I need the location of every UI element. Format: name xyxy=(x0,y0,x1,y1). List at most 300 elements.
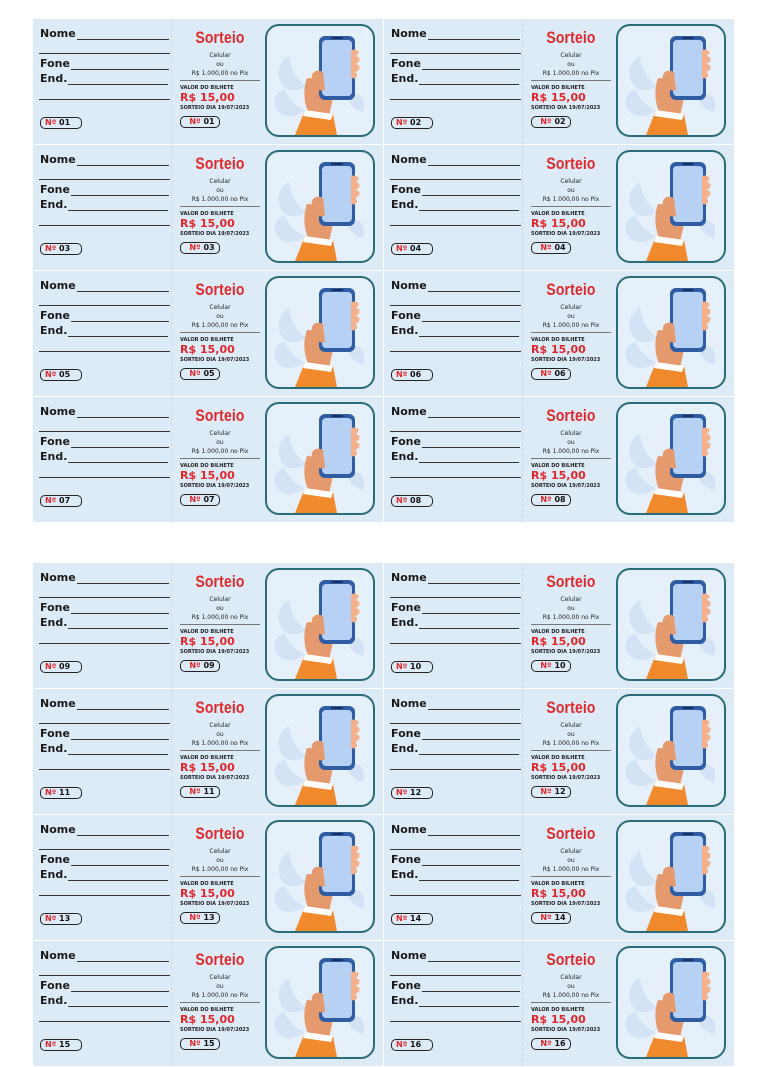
prize-line: Celular xyxy=(209,52,231,59)
value-label: VALOR DO BILHETE xyxy=(180,755,234,761)
name-field: Nome xyxy=(40,823,169,836)
value-label: VALOR DO BILHETE xyxy=(531,463,585,469)
stub-number-badge: Nº 01 xyxy=(40,117,82,129)
prize-line: R$ 1.000,00 no Pix xyxy=(542,448,600,455)
address-line xyxy=(390,895,521,896)
stub-number-badge: Nº 06 xyxy=(391,369,433,381)
stub-number-badge: Nº 09 xyxy=(40,661,82,673)
raffle-ticket xyxy=(384,145,735,271)
prize-line: Celular xyxy=(560,430,582,437)
stub-number-badge: Nº 07 xyxy=(40,495,82,507)
stub-number-badge: Nº 05 xyxy=(40,369,82,381)
ticket-price: R$ 15,00 xyxy=(531,469,586,482)
draw-date: SORTEIO DIA 19/07/2023 xyxy=(531,901,601,907)
ticket-title: Sorteio xyxy=(546,824,596,843)
prize-line: R$ 1.000,00 no Pix xyxy=(542,614,600,621)
prize-line: R$ 1.000,00 no Pix xyxy=(191,866,249,873)
ticket-number: 02 xyxy=(554,117,566,126)
main-number-badge: Nº 08 xyxy=(531,494,571,506)
phone-field: Fone xyxy=(40,979,169,992)
stub-number-badge: Nº 13 xyxy=(40,913,82,925)
address-field: End. xyxy=(40,72,168,85)
ticket-title: Sorteio xyxy=(546,406,596,425)
ticket-number: 01 xyxy=(203,117,215,126)
stub-number-badge: Nº 11 xyxy=(40,787,82,799)
ticket-number: 14 xyxy=(410,914,422,923)
phone-field: Fone xyxy=(391,853,520,866)
prize-line: Celular xyxy=(209,430,231,437)
name-field: Nome xyxy=(40,697,169,710)
name-line xyxy=(390,975,521,976)
prize-line: Celular xyxy=(560,52,582,59)
divider xyxy=(180,624,260,625)
divider xyxy=(180,458,260,459)
name-line xyxy=(39,597,170,598)
name-line xyxy=(39,431,170,432)
ticket-main xyxy=(180,689,262,814)
ticket-title: Sorteio xyxy=(546,154,596,173)
ticket-main xyxy=(180,941,262,1066)
main-number-badge: Nº 01 xyxy=(180,116,220,128)
prize-line: R$ 1.000,00 no Pix xyxy=(542,196,600,203)
raffle-ticket xyxy=(33,563,384,689)
prize-line: ou xyxy=(567,313,575,320)
ticket-price: R$ 15,00 xyxy=(531,761,586,774)
draw-date: SORTEIO DIA 19/07/2023 xyxy=(531,105,601,111)
ticket-title: Sorteio xyxy=(546,572,596,591)
ticket-main xyxy=(180,563,262,688)
name-line xyxy=(390,431,521,432)
draw-date: SORTEIO DIA 19/07/2023 xyxy=(180,483,250,489)
stub-number-badge: Nº 14 xyxy=(391,913,433,925)
phone-field: Fone xyxy=(40,57,169,70)
prize-line: Celular xyxy=(560,722,582,729)
value-label: VALOR DO BILHETE xyxy=(531,629,585,635)
value-label: VALOR DO BILHETE xyxy=(180,1007,234,1013)
prize-line: Celular xyxy=(209,596,231,603)
prize-line: R$ 1.000,00 no Pix xyxy=(542,866,600,873)
address-line xyxy=(39,225,170,226)
ticket-title: Sorteio xyxy=(195,950,245,969)
address-field: End. xyxy=(40,198,168,211)
address-field: End. xyxy=(391,616,519,629)
raffle-ticket xyxy=(33,397,384,523)
draw-date: SORTEIO DIA 19/07/2023 xyxy=(531,483,601,489)
phone-field: Fone xyxy=(391,435,520,448)
raffle-ticket xyxy=(33,271,384,397)
phone-field: Fone xyxy=(391,57,520,70)
ticket-stub xyxy=(33,563,172,688)
value-label: VALOR DO BILHETE xyxy=(180,463,234,469)
ticket-number: 14 xyxy=(554,913,566,922)
ticket-price: R$ 15,00 xyxy=(180,635,235,648)
ticket-number: 03 xyxy=(59,244,71,253)
name-field: Nome xyxy=(40,153,169,166)
prize-line: ou xyxy=(567,61,575,68)
name-field: Nome xyxy=(391,405,520,418)
raffle-ticket xyxy=(384,19,735,145)
raffle-ticket xyxy=(33,689,384,815)
address-field: End. xyxy=(391,324,519,337)
main-number-badge: Nº 04 xyxy=(531,242,571,254)
main-number-badge: Nº 14 xyxy=(531,912,571,924)
ticket-number: 01 xyxy=(59,118,71,127)
draw-date: SORTEIO DIA 19/07/2023 xyxy=(531,775,601,781)
ticket-main xyxy=(531,19,613,144)
prize-line: Celular xyxy=(209,178,231,185)
prize-line: ou xyxy=(567,983,575,990)
ticket-stub xyxy=(33,271,172,396)
name-field: Nome xyxy=(391,571,520,584)
hand-holding-phone-icon xyxy=(616,24,726,137)
divider xyxy=(180,332,260,333)
ticket-number: 09 xyxy=(59,662,71,671)
ticket-title: Sorteio xyxy=(195,824,245,843)
ticket-main xyxy=(531,689,613,814)
value-label: VALOR DO BILHETE xyxy=(531,881,585,887)
ticket-title: Sorteio xyxy=(546,950,596,969)
value-label: VALOR DO BILHETE xyxy=(531,1007,585,1013)
prize-line: ou xyxy=(216,857,224,864)
ticket-stub xyxy=(33,145,172,270)
hand-holding-phone-icon xyxy=(265,568,375,681)
prize-line: Celular xyxy=(209,974,231,981)
ticket-number: 11 xyxy=(59,788,71,797)
prize-line: ou xyxy=(216,605,224,612)
ticket-stub xyxy=(384,145,523,270)
address-line xyxy=(39,769,170,770)
main-number-badge: Nº 07 xyxy=(180,494,220,506)
draw-date: SORTEIO DIA 19/07/2023 xyxy=(531,649,601,655)
value-label: VALOR DO BILHETE xyxy=(531,211,585,217)
prize-line: ou xyxy=(567,187,575,194)
prize-line: Celular xyxy=(209,722,231,729)
ticket-price: R$ 15,00 xyxy=(180,1013,235,1026)
address-field: End. xyxy=(40,450,168,463)
ticket-price: R$ 15,00 xyxy=(531,343,586,356)
address-field: End. xyxy=(391,868,519,881)
stub-number-badge: Nº 04 xyxy=(391,243,433,255)
raffle-ticket xyxy=(384,815,735,941)
prize-line: ou xyxy=(216,313,224,320)
name-field: Nome xyxy=(391,949,520,962)
name-line xyxy=(39,849,170,850)
address-line xyxy=(390,769,521,770)
raffle-ticket xyxy=(33,145,384,271)
address-field: End. xyxy=(391,450,519,463)
ticket-stub xyxy=(384,815,523,940)
phone-field: Fone xyxy=(40,727,169,740)
main-number-badge: Nº 05 xyxy=(180,368,220,380)
main-number-badge: Nº 06 xyxy=(531,368,571,380)
raffle-ticket xyxy=(33,941,384,1067)
name-field: Nome xyxy=(40,27,169,40)
hand-holding-phone-icon xyxy=(265,402,375,515)
prize-line: Celular xyxy=(560,848,582,855)
prize-line: Celular xyxy=(209,848,231,855)
value-label: VALOR DO BILHETE xyxy=(180,211,234,217)
value-label: VALOR DO BILHETE xyxy=(180,337,234,343)
main-number-badge: Nº 10 xyxy=(531,660,571,672)
raffle-ticket xyxy=(384,563,735,689)
ticket-title: Sorteio xyxy=(195,280,245,299)
prize-line: Celular xyxy=(560,596,582,603)
ticket-main xyxy=(531,941,613,1066)
prize-line: ou xyxy=(216,983,224,990)
name-field: Nome xyxy=(40,571,169,584)
ticket-main xyxy=(180,397,262,522)
hand-holding-phone-icon xyxy=(616,820,726,933)
hand-holding-phone-icon xyxy=(616,402,726,515)
ticket-main xyxy=(180,145,262,270)
address-line xyxy=(39,1021,170,1022)
ticket-stub xyxy=(384,941,523,1066)
ticket-stub xyxy=(384,563,523,688)
prize-line: ou xyxy=(567,857,575,864)
divider xyxy=(180,206,260,207)
phone-field: Fone xyxy=(391,183,520,196)
hand-holding-phone-icon xyxy=(616,568,726,681)
ticket-number: 15 xyxy=(203,1039,215,1048)
draw-date: SORTEIO DIA 19/07/2023 xyxy=(531,357,601,363)
address-line xyxy=(39,477,170,478)
prize-line: Celular xyxy=(560,304,582,311)
ticket-stub xyxy=(33,815,172,940)
phone-field: Fone xyxy=(40,309,169,322)
phone-field: Fone xyxy=(391,979,520,992)
ticket-main xyxy=(531,271,613,396)
stub-number-badge: Nº 02 xyxy=(391,117,433,129)
hand-holding-phone-icon xyxy=(616,694,726,807)
phone-field: Fone xyxy=(40,601,169,614)
ticket-price: R$ 15,00 xyxy=(531,635,586,648)
prize-line: ou xyxy=(216,61,224,68)
ticket-price: R$ 15,00 xyxy=(531,887,586,900)
phone-field: Fone xyxy=(391,601,520,614)
phone-field: Fone xyxy=(40,435,169,448)
name-line xyxy=(390,723,521,724)
name-field: Nome xyxy=(391,697,520,710)
ticket-number: 02 xyxy=(410,118,422,127)
prize-line: ou xyxy=(216,731,224,738)
ticket-title: Sorteio xyxy=(546,280,596,299)
name-line xyxy=(390,597,521,598)
ticket-price: R$ 15,00 xyxy=(180,217,235,230)
ticket-stub xyxy=(33,397,172,522)
ticket-price: R$ 15,00 xyxy=(531,217,586,230)
ticket-price: R$ 15,00 xyxy=(180,343,235,356)
ticket-number: 09 xyxy=(203,661,215,670)
address-line xyxy=(39,351,170,352)
ticket-number: 11 xyxy=(203,787,215,796)
prize-line: Celular xyxy=(560,974,582,981)
draw-date: SORTEIO DIA 19/07/2023 xyxy=(180,901,250,907)
prize-line: ou xyxy=(216,187,224,194)
prize-line: R$ 1.000,00 no Pix xyxy=(542,740,600,747)
raffle-ticket xyxy=(33,19,384,145)
ticket-price: R$ 15,00 xyxy=(180,761,235,774)
phone-field: Fone xyxy=(391,309,520,322)
address-field: End. xyxy=(40,994,168,1007)
address-line xyxy=(39,895,170,896)
address-line xyxy=(390,225,521,226)
divider xyxy=(531,80,611,81)
prize-line: R$ 1.000,00 no Pix xyxy=(191,614,249,621)
name-line xyxy=(39,53,170,54)
prize-line: R$ 1.000,00 no Pix xyxy=(542,992,600,999)
hand-holding-phone-icon xyxy=(265,24,375,137)
ticket-number: 16 xyxy=(554,1039,566,1048)
ticket-title: Sorteio xyxy=(195,406,245,425)
ticket-stub xyxy=(384,397,523,522)
name-line xyxy=(39,975,170,976)
ticket-title: Sorteio xyxy=(195,698,245,717)
divider xyxy=(531,332,611,333)
address-line xyxy=(390,99,521,100)
hand-holding-phone-icon xyxy=(265,946,375,1059)
ticket-number: 06 xyxy=(554,369,566,378)
ticket-main xyxy=(531,563,613,688)
ticket-title: Sorteio xyxy=(195,28,245,47)
ticket-number: 12 xyxy=(554,787,566,796)
address-line xyxy=(39,99,170,100)
name-line xyxy=(39,723,170,724)
prize-line: Celular xyxy=(560,178,582,185)
divider xyxy=(531,876,611,877)
stub-number-badge: Nº 12 xyxy=(391,787,433,799)
name-field: Nome xyxy=(391,153,520,166)
address-field: End. xyxy=(391,742,519,755)
prize-line: R$ 1.000,00 no Pix xyxy=(542,322,600,329)
ticket-stub xyxy=(33,941,172,1066)
name-field: Nome xyxy=(391,279,520,292)
draw-date: SORTEIO DIA 19/07/2023 xyxy=(180,1027,250,1033)
draw-date: SORTEIO DIA 19/07/2023 xyxy=(180,231,250,237)
divider xyxy=(180,1002,260,1003)
value-label: VALOR DO BILHETE xyxy=(180,629,234,635)
divider xyxy=(531,206,611,207)
address-line xyxy=(390,1021,521,1022)
main-number-badge: Nº 15 xyxy=(180,1038,220,1050)
address-field: End. xyxy=(391,198,519,211)
name-field: Nome xyxy=(40,405,169,418)
prize-line: Celular xyxy=(209,304,231,311)
address-line xyxy=(390,351,521,352)
main-number-badge: Nº 09 xyxy=(180,660,220,672)
ticket-title: Sorteio xyxy=(546,28,596,47)
ticket-number: 15 xyxy=(59,1040,71,1049)
ticket-price: R$ 15,00 xyxy=(180,887,235,900)
name-field: Nome xyxy=(391,27,520,40)
draw-date: SORTEIO DIA 19/07/2023 xyxy=(180,357,250,363)
address-line xyxy=(39,643,170,644)
ticket-main xyxy=(531,145,613,270)
ticket-number: 10 xyxy=(410,662,422,671)
stub-number-badge: Nº 08 xyxy=(391,495,433,507)
ticket-number: 08 xyxy=(410,496,422,505)
raffle-ticket xyxy=(33,815,384,941)
ticket-price: R$ 15,00 xyxy=(180,469,235,482)
address-line xyxy=(390,643,521,644)
ticket-main xyxy=(180,271,262,396)
prize-line: R$ 1.000,00 no Pix xyxy=(191,448,249,455)
draw-date: SORTEIO DIA 19/07/2023 xyxy=(180,649,250,655)
hand-holding-phone-icon xyxy=(616,276,726,389)
ticket-number: 07 xyxy=(203,495,215,504)
main-number-badge: Nº 16 xyxy=(531,1038,571,1050)
ticket-stub xyxy=(384,19,523,144)
raffle-ticket xyxy=(384,941,735,1067)
hand-holding-phone-icon xyxy=(616,150,726,263)
name-line xyxy=(39,179,170,180)
value-label: VALOR DO BILHETE xyxy=(531,85,585,91)
ticket-number: 04 xyxy=(410,244,422,253)
prize-line: R$ 1.000,00 no Pix xyxy=(191,322,249,329)
name-field: Nome xyxy=(391,823,520,836)
ticket-stub xyxy=(33,19,172,144)
value-label: VALOR DO BILHETE xyxy=(180,85,234,91)
draw-date: SORTEIO DIA 19/07/2023 xyxy=(531,1027,601,1033)
divider xyxy=(180,876,260,877)
draw-date: SORTEIO DIA 19/07/2023 xyxy=(531,231,601,237)
ticket-number: 16 xyxy=(410,1040,422,1049)
ticket-sheet xyxy=(33,563,735,1067)
main-number-badge: Nº 12 xyxy=(531,786,571,798)
hand-holding-phone-icon xyxy=(265,694,375,807)
divider xyxy=(531,1002,611,1003)
ticket-stub xyxy=(33,689,172,814)
address-field: End. xyxy=(40,616,168,629)
ticket-stub xyxy=(384,271,523,396)
address-field: End. xyxy=(391,72,519,85)
address-field: End. xyxy=(40,742,168,755)
ticket-number: 05 xyxy=(203,369,215,378)
ticket-number: 13 xyxy=(59,914,71,923)
ticket-main xyxy=(531,397,613,522)
divider xyxy=(531,750,611,751)
hand-holding-phone-icon xyxy=(265,150,375,263)
phone-field: Fone xyxy=(391,727,520,740)
ticket-number: 12 xyxy=(410,788,422,797)
ticket-sheet xyxy=(33,19,735,523)
ticket-number: 03 xyxy=(203,243,215,252)
ticket-number: 08 xyxy=(554,495,566,504)
prize-line: ou xyxy=(567,731,575,738)
ticket-number: 13 xyxy=(203,913,215,922)
ticket-price: R$ 15,00 xyxy=(531,91,586,104)
stub-number-badge: Nº 03 xyxy=(40,243,82,255)
ticket-title: Sorteio xyxy=(546,698,596,717)
ticket-title: Sorteio xyxy=(195,154,245,173)
prize-line: ou xyxy=(216,439,224,446)
ticket-number: 05 xyxy=(59,370,71,379)
phone-field: Fone xyxy=(40,183,169,196)
divider xyxy=(180,750,260,751)
name-field: Nome xyxy=(40,279,169,292)
phone-field: Fone xyxy=(40,853,169,866)
ticket-number: 07 xyxy=(59,496,71,505)
divider xyxy=(531,624,611,625)
address-line xyxy=(390,477,521,478)
name-line xyxy=(390,53,521,54)
name-line xyxy=(390,179,521,180)
ticket-number: 10 xyxy=(554,661,566,670)
value-label: VALOR DO BILHETE xyxy=(531,755,585,761)
prize-line: R$ 1.000,00 no Pix xyxy=(542,70,600,77)
ticket-main xyxy=(531,815,613,940)
raffle-ticket xyxy=(384,397,735,523)
name-field: Nome xyxy=(40,949,169,962)
